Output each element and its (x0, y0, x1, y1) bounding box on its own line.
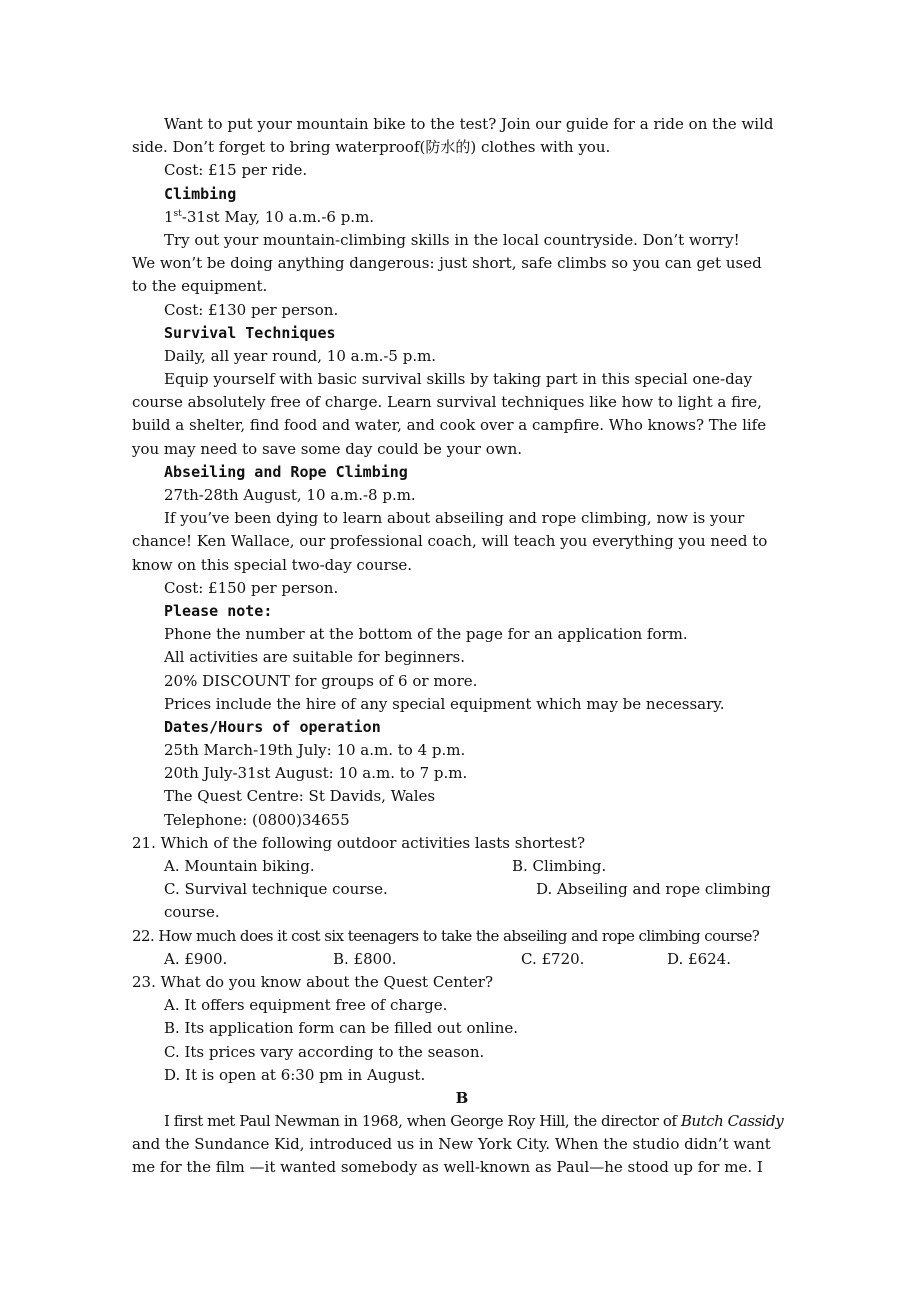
q21-option-d[interactable]: D. Abseiling and rope climbing (536, 880, 771, 899)
question-22: 22. How much does it cost six teenagers to take the abseiling and rope climbing course? (132, 926, 760, 945)
hours-heading: Dates/Hours of operation (164, 717, 381, 736)
hours-line: 25th March-19th July: 10 a.m. to 4 p.m. (164, 741, 466, 760)
climbing-cost: Cost: £130 per person. (164, 300, 339, 319)
note-line: Prices include the hire of any special equipment which may be necessary. (164, 694, 725, 713)
passage-b-line: and the Sundance Kid, introduced us in New York City. When the studio didn’t want (132, 1135, 771, 1154)
note-heading: Please note: (164, 601, 273, 620)
abseiling-desc-line: chance! Ken Wallace, our professional coach, will teach you everything you need to (132, 532, 768, 551)
q21-options-row (132, 855, 792, 878)
note-line: All activities are suitable for beginners. (164, 648, 465, 667)
passage-b-line: me for the film —it wanted somebody as well-known as Paul—he stood up for me. I (132, 1158, 763, 1177)
q22-option-c[interactable]: C. £720. (521, 949, 585, 968)
q21-option-b[interactable]: B. Climbing. (512, 857, 607, 875)
survival-date: Daily, all year round, 10 a.m.-5 p.m. (164, 346, 437, 365)
survival-desc-line: Equip yourself with basic survival skills by taking part in this special one-day (164, 370, 753, 389)
section-b-label: B (455, 1088, 469, 1107)
climbing-date: 1st-31st May, 10 a.m.-6 p.m. (164, 207, 375, 226)
hours-line: 20th July-31st August: 10 a.m. to 7 p.m. (164, 764, 468, 783)
climbing-desc-line: We won’t be doing anything dangerous: just short, safe climbs so you can get used (132, 254, 762, 273)
q23-option-b[interactable]: B. Its application form can be filled out online. (164, 1019, 519, 1038)
question-21: 21. Which of the following outdoor activities lasts shortest? (132, 833, 585, 852)
abseiling-cost: Cost: £150 per person. (164, 578, 339, 597)
q21-option-a[interactable]: A. Mountain biking. (164, 857, 315, 875)
climbing-desc-line: to the equipment. (132, 277, 268, 296)
survival-heading: Survival Techniques (164, 323, 336, 342)
climbing-desc-line: Try out your mountain-climbing skills in the local countryside. Don’t worry! (164, 230, 740, 249)
q22-option-b[interactable]: B. £800. (333, 949, 397, 968)
survival-desc-line: you may need to save some day could be your own. (132, 439, 523, 458)
q21-option-c[interactable]: C. Survival technique course. (164, 880, 388, 899)
q22-options-row (132, 948, 792, 971)
q23-option-c[interactable]: C. Its prices vary according to the season. (164, 1042, 485, 1061)
passage-b-line: I first met Paul Newman in 1968, when George Roy Hill, the director of Butch Cassidy (164, 1112, 784, 1131)
abseiling-date: 27th-28th August, 10 a.m.-8 p.m. (164, 486, 416, 504)
q22-option-d[interactable]: D. £624. (667, 949, 731, 968)
survival-desc-line: build a shelter, find food and water, and cook over a campfire. Who knows? The life (132, 416, 767, 435)
question-23: 23. What do you know about the Quest Center? (132, 972, 493, 991)
q21-options-row (132, 878, 792, 901)
biking-desc-line: Want to put your mountain bike to the test? Join our guide for a ride on the wild (164, 115, 774, 133)
hours-telephone: Telephone: (0800)34655 (164, 810, 350, 829)
hours-line: The Quest Centre: St Davids, Wales (164, 787, 436, 806)
abseiling-desc-line: know on this special two-day course. (132, 555, 413, 574)
biking-cost: Cost: £15 per ride. (164, 161, 308, 180)
abseiling-heading: Abseiling and Rope Climbing (164, 462, 408, 481)
q23-option-a[interactable]: A. It offers equipment free of charge. (164, 996, 448, 1015)
survival-desc-line: course absolutely free of charge. Learn survival techniques like how to light a fire, (132, 393, 762, 412)
q23-option-d[interactable]: D. It is open at 6:30 pm in August. (164, 1065, 426, 1084)
biking-desc-line: side. Don’t forget to bring waterproof(防水的) clothes with you. (132, 138, 611, 157)
q21-option-d-cont: course. (164, 903, 220, 922)
note-line: Phone the number at the bottom of the page for an application form. (164, 625, 688, 644)
climbing-heading: Climbing (164, 184, 237, 203)
q22-option-a[interactable]: A. £900. (164, 949, 228, 968)
document-body (132, 113, 792, 1180)
abseiling-desc-line: If you’ve been dying to learn about abseiling and rope climbing, now is your (164, 509, 745, 528)
note-line: 20% DISCOUNT for groups of 6 or more. (164, 671, 478, 690)
